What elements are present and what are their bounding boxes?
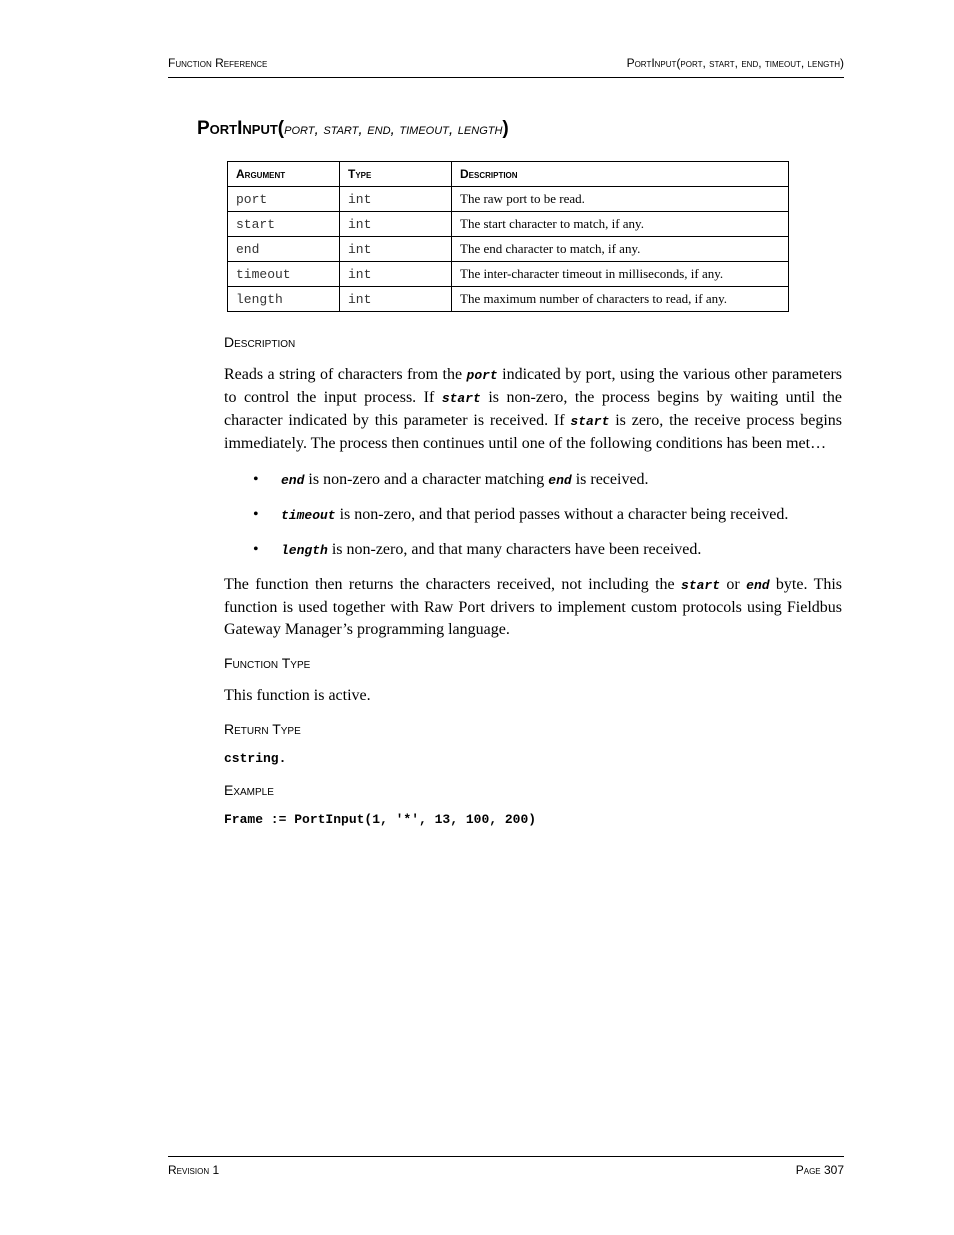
cell-type: int	[340, 212, 452, 237]
cell-argument: port	[228, 187, 340, 212]
cell-type: int	[340, 237, 452, 262]
text-run: is received.	[571, 471, 649, 488]
table-row	[228, 287, 789, 312]
header-section-title: Function Reference	[168, 56, 268, 70]
footer-page-number: Page 307	[795, 1163, 844, 1177]
header-function-title: PortInput(port, start, end, timeout, length)	[626, 56, 844, 70]
return-type-code: cstring.	[224, 751, 287, 766]
keyword-timeout: timeout	[281, 508, 336, 523]
table-header-row	[228, 162, 789, 187]
table-row	[228, 212, 789, 237]
text-run: Reads a string of characters from the	[224, 366, 467, 383]
keyword-end: end	[548, 473, 572, 488]
text-run: byte. This function is used together with Raw Port drivers to implement custom protocols using Fieldbus Gateway Manager’s programming language.	[224, 576, 843, 638]
title-close-paren: )	[502, 118, 509, 139]
table-row	[228, 187, 789, 212]
text-run: is non-zero, and that period passes without a character being received.	[335, 506, 789, 523]
function-type-heading: Function Type	[224, 655, 311, 671]
text-run: indicated by port, using the various other parameters to control the input process. If	[224, 366, 842, 406]
cell-description: The maximum number of characters to read, if any.	[452, 287, 789, 312]
cell-type: int	[340, 287, 452, 312]
list-item	[253, 504, 842, 527]
cell-description: The end character to match, if any.	[452, 237, 789, 262]
text-run: or	[720, 576, 747, 593]
keyword-start: start	[570, 414, 610, 429]
bullet-icon: •	[253, 541, 259, 558]
text-run: is non-zero and a character matching	[304, 471, 549, 488]
arguments-table	[227, 161, 789, 312]
cell-type: int	[340, 262, 452, 287]
footer-revision: Revision 1	[168, 1163, 220, 1177]
keyword-length: length	[281, 543, 328, 558]
conditions-list	[224, 469, 842, 562]
table-row	[228, 237, 789, 262]
main-content	[224, 334, 842, 843]
keyword-end: end	[746, 578, 770, 593]
page-footer	[168, 1156, 844, 1177]
column-header-type: Type	[340, 162, 452, 187]
function-type-text: This function is active.	[224, 687, 371, 704]
list-item	[253, 469, 842, 492]
text-run: is zero, the receive process begins immediately. The process then continues until one of the following conditions has been met…	[224, 412, 843, 452]
description-heading: Description	[224, 334, 296, 350]
text-run: is non-zero, the process begins by waiting until the character indicated by this parameter is received. If	[224, 389, 842, 429]
table-row	[228, 262, 789, 287]
column-header-argument: Argument	[228, 162, 340, 187]
page-title	[197, 118, 509, 140]
keyword-end: end	[281, 473, 305, 488]
example-code: Frame := PortInput(1, '*', 13, 100, 200)	[224, 812, 537, 827]
cell-argument: end	[228, 237, 340, 262]
cell-type: int	[340, 187, 452, 212]
keyword-port: port	[466, 368, 498, 383]
example-heading: Example	[224, 782, 274, 798]
title-arguments: port, start, end, timeout, length	[284, 121, 503, 138]
description-paragraph	[224, 364, 842, 455]
list-item	[253, 539, 842, 562]
cell-description: The inter-character timeout in milliseconds, if any.	[452, 262, 789, 287]
page-header	[168, 56, 844, 78]
bullet-icon: •	[253, 471, 259, 488]
cell-argument: start	[228, 212, 340, 237]
cell-description: The start character to match, if any.	[452, 212, 789, 237]
text-run: is non-zero, and that many characters have been received.	[327, 541, 702, 558]
cell-description: The raw port to be read.	[452, 187, 789, 212]
bullet-icon: •	[253, 506, 259, 523]
keyword-start: start	[681, 578, 721, 593]
title-function-name: PortInput(	[197, 118, 285, 139]
cell-argument: timeout	[228, 262, 340, 287]
keyword-start: start	[441, 391, 481, 406]
text-run: The function then returns the characters received, not including the	[224, 576, 682, 593]
return-type-heading: Return Type	[224, 721, 301, 737]
return-description-paragraph	[224, 574, 842, 641]
column-header-description: Description	[452, 162, 789, 187]
cell-argument: length	[228, 287, 340, 312]
